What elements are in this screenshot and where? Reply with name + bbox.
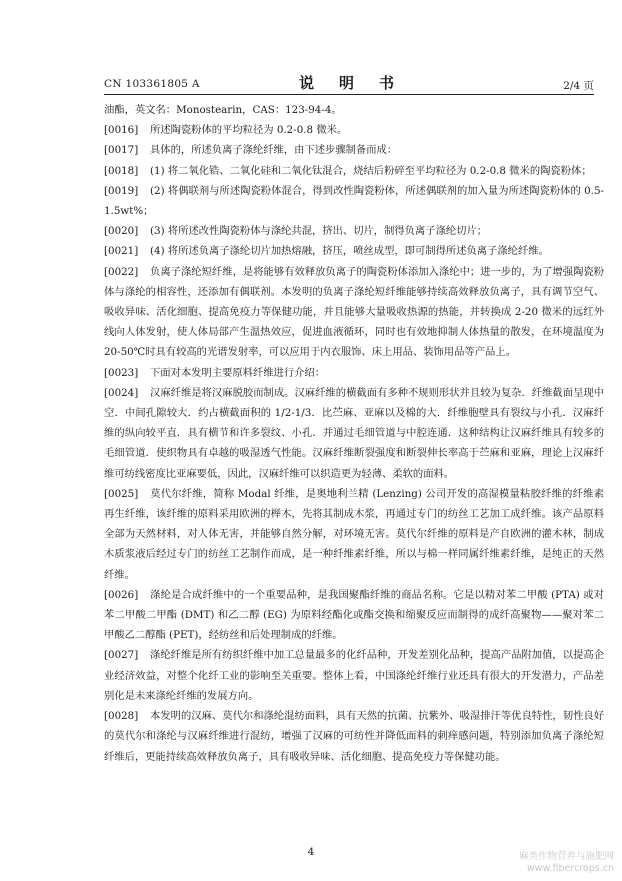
paragraph	[104, 706, 604, 767]
paragraph-text: 负离子涤纶短纤维，是将能够有效释放负离子的陶瓷粉体添加入涤纶中；进一步的，为了增强陶瓷粉体与涤纶的相容性，还添加有偶联剂。本发明的负离子涤纶短纤维能够持续高效释放负离子，具有调节空气、吸收异味、活化细胞、提高免疫力等保健功能，并且能够大量吸收热源的热能，并转换成 2-20 微米的远红外线向人体发射，使人体局部产生温热效应，促进血液循环，同时也有效地抑制人体热量的散发，在环境温度为 20-50℃时具有较高的光谱发射率，可以应用于内衣服饰、床上用品、装饰用品等产品上。	[104, 265, 604, 359]
paragraph-text: 本发明的汉麻、莫代尔和涤纶混纺面料，具有天然的抗菌、抗紫外、吸湿排汗等优良特性，韧性良好的莫代尔和涤纶与汉麻纤维进行混纺，增强了汉麻的可纺性并降低面料的刺痒感问题，特别添加负离子涤纶短纤维后，更能持续高效释放负离子，具有吸收异味、活化细胞、提高免疫力等保健功能。	[104, 710, 604, 763]
paragraph-number: [0022]	[104, 265, 139, 278]
paragraph	[104, 181, 604, 221]
paragraph-text: (1) 将二氧化锆、二氧化硅和二氧化钛混合，烧结后粉碎至平均粒径为 0.2-0.8 微米的陶瓷粉体；	[150, 164, 592, 177]
page-indicator: 2/4 页	[563, 80, 594, 92]
page-title: 说 明 书	[298, 74, 399, 92]
paragraph	[104, 161, 604, 181]
paragraph-text: 下面对本发明主要原料纤维进行介绍：	[150, 366, 326, 379]
paragraph-number: [0024]	[104, 386, 139, 399]
patent-number: CN 103361805 A	[104, 78, 200, 90]
paragraph-text: 汉麻纤维是将汉麻脱胶而制成。汉麻纤维的横截面有多种不规则形状并且较为复杂．纤维截面呈现中空．中间孔隙较大．约占横截面积的 1/2-1/3．比苎麻、亚麻以及棉的大．纤维胞壁具有裂纹与小孔．汉麻纤维的纵向较平直．具有横节和许多裂纹、小孔．并通过毛细管道与中腔连通．这种结构让汉麻纤维具有较多的毛细管道．使织物具有卓越的吸湿透气性能。汉麻纤维断裂强度和断裂伸长率高于苎麻和亚麻，理论上汉麻纤维可纺线密度比亚麻要低，因此，汉麻纤维可以织造更为轻薄、柔软的面料。	[104, 386, 604, 480]
paragraph-number: [0019]	[104, 184, 139, 197]
paragraph-text: 油酯，英文名：Monostearin，CAS：123-94-4。	[104, 104, 342, 116]
paragraph-text: 具体的，所述负离子涤纶纤维，由下述步骤制备而成：	[150, 144, 398, 157]
paragraph	[104, 120, 604, 140]
paragraph	[104, 363, 604, 383]
paragraph-number: [0018]	[104, 164, 139, 177]
paragraph-number: [0027]	[104, 649, 139, 662]
paragraph	[104, 262, 604, 363]
paragraph	[104, 383, 604, 484]
paragraph	[104, 645, 604, 706]
paragraph-text: (3) 将所述改性陶瓷粉体与涤纶共混，挤出、切片，制得负离子涤纶切片；	[150, 225, 488, 238]
paragraph-number: [0028]	[104, 710, 139, 723]
paragraph-number: [0025]	[104, 487, 139, 500]
paragraph	[104, 484, 604, 585]
paragraph-text: 涤纶是合成纤维中的一个重要品种，是我国聚酯纤维的商品名称。它是以精对苯二甲酸 (PTA) 或对苯二甲酸二甲酯 (DMT) 和乙二醇 (EG) 为原料经酯化或酯交换和缩聚反应而制得的成纤高聚物——聚对苯二甲酸乙二醇酯 (PET)，经纺丝和后处理制成的纤维。	[104, 588, 604, 642]
page-header	[104, 72, 594, 94]
paragraph	[104, 140, 604, 160]
paragraph-text: 涤纶纤维是所有纺织纤维中加工总量最多的化纤品种，开发差别化品种，提高产品附加值，以提高企业经济效益，对整个化纤工业的影响至关重要。整体上看，中国涤纶纤维行业还具有很大的开发潜力，产品差别化是未来涤纶纤维的发展方向。	[104, 649, 604, 702]
paragraph-number: [0021]	[104, 245, 139, 258]
paragraph-number: [0016]	[104, 124, 139, 137]
paragraph-number: [0017]	[104, 144, 139, 157]
paragraph-number: [0026]	[104, 588, 139, 601]
paragraph	[104, 221, 604, 241]
paragraph-text: (2) 将偶联剂与所述陶瓷粉体混合，得到改性陶瓷粉体，所述偶联剂的加入量为所述陶瓷粉体的 0.5-1.5wt%；	[104, 184, 604, 218]
document-body	[104, 100, 604, 767]
paragraph-number: [0023]	[104, 366, 139, 379]
watermark	[519, 851, 614, 875]
page-number: 4	[307, 846, 315, 858]
watermark-url: www.fibercrops.cn	[527, 863, 614, 874]
paragraph-text: 所述陶瓷粉体的平均粒径为 0.2-0.8 微米。	[150, 124, 348, 137]
header-rule	[104, 94, 594, 95]
watermark-site-name: 麻类作物营养与施肥网	[518, 851, 614, 862]
paragraph	[104, 241, 604, 261]
paragraph	[104, 100, 604, 120]
paragraph-text: (4) 将所述负离子涤纶切片加热熔融，挤压，喷丝成型，即可制得所述负离子涤纶纤维。	[150, 245, 549, 258]
paragraph	[104, 585, 604, 646]
paragraph-number: [0020]	[104, 225, 139, 238]
paragraph-text: 莫代尔纤维，简称 Modal 纤维，是奥地利兰精 (Lenzing) 公司开发的高湿模量粘胶纤维的纤维素再生纤维，该纤维的原料采用欧洲的榉木，先将其制成木浆，再通过专门的纺丝工艺加工成纤维。该产品原料全部为天然材料，对人体无害，并能够自然分解，对环境无害。莫代尔纤维的原料是产自欧洲的灌木林，制成木质浆液后经过专门的纺丝工艺制作而成，是一种纤维素纤维，所以与棉一样同属纤维素纤维，是纯正的天然纤维。	[104, 487, 604, 581]
